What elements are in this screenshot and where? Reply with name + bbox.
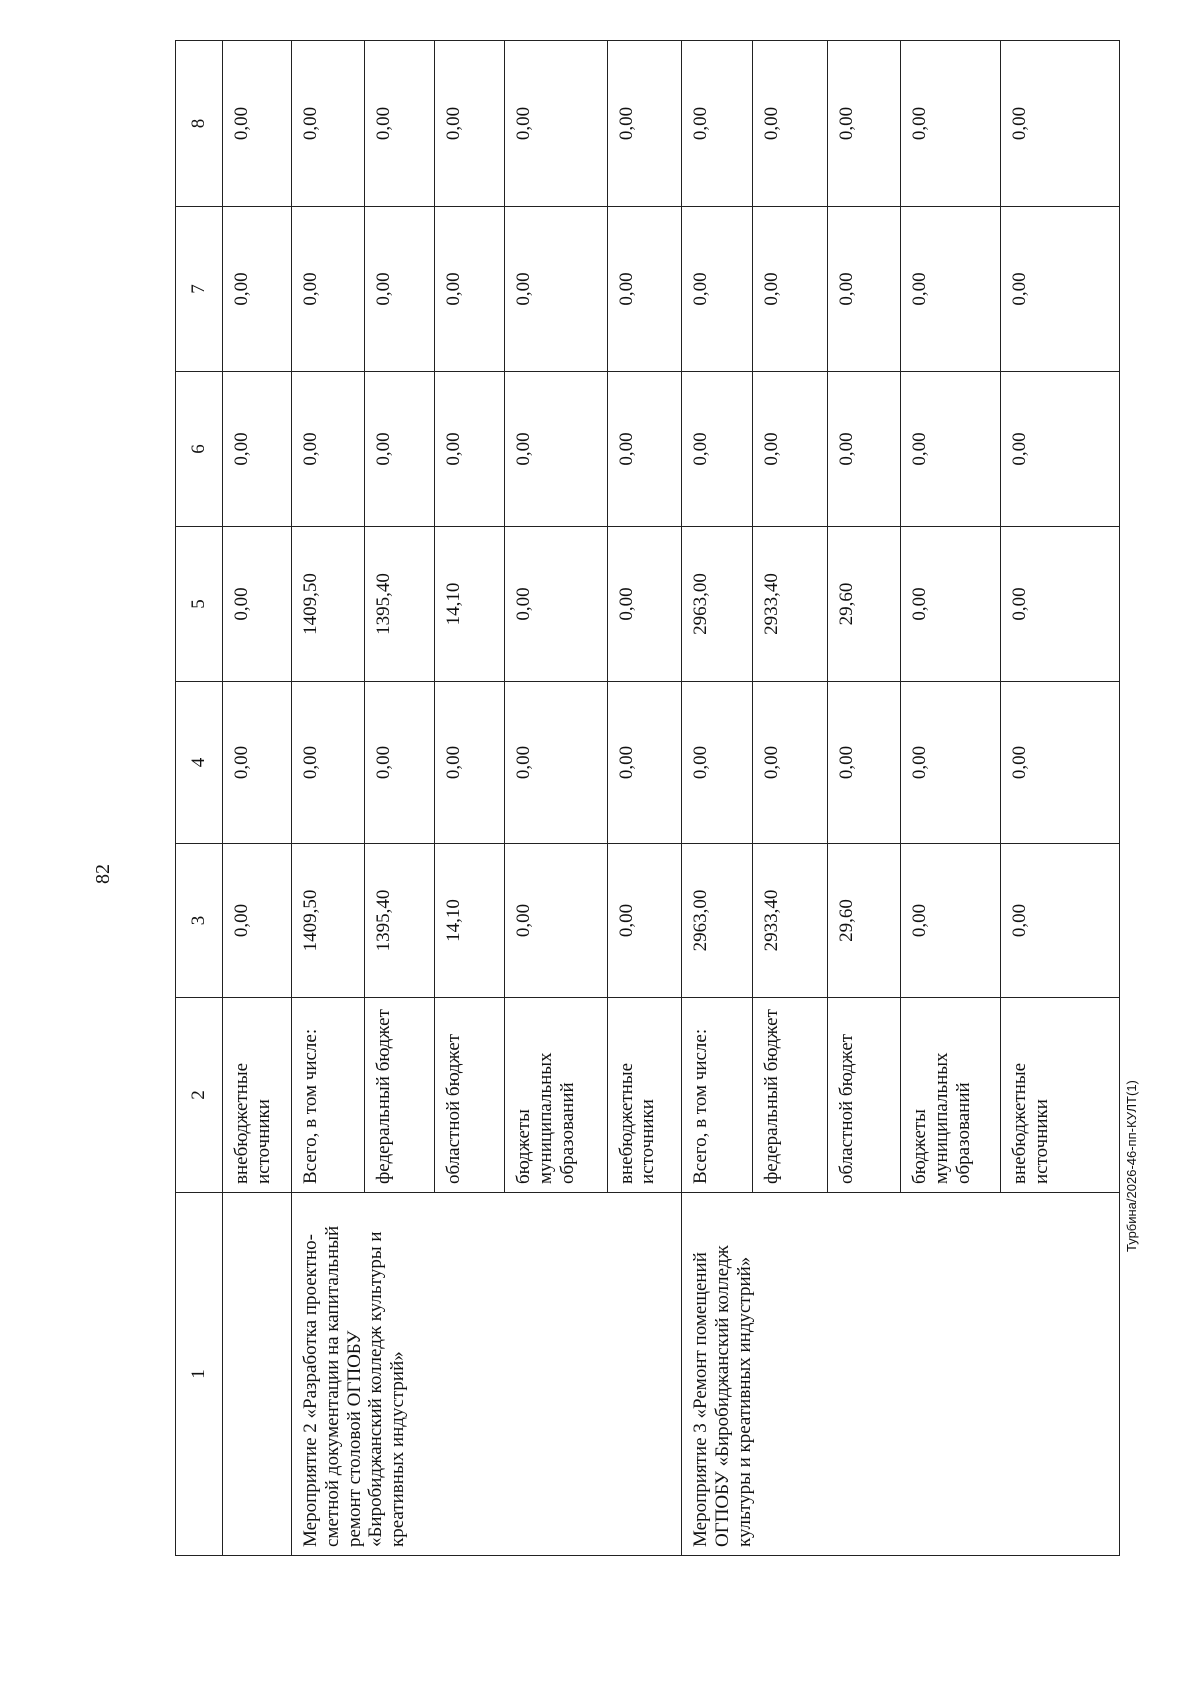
source-cell: внебюджетные источники [223, 998, 292, 1193]
value-cell: 0,00 [607, 682, 681, 844]
column-header: 8 [176, 41, 223, 207]
column-header: 4 [176, 682, 223, 844]
event-cell: Мероприятие 3 «Ремонт помещений ОГПОБУ «Биробиджанский колледж культуры и креативных индустрий» [682, 1193, 1120, 1556]
value-cell: 29,60 [827, 527, 900, 682]
table-row [682, 41, 753, 1556]
value-cell: 0,00 [753, 682, 827, 844]
value-cell: 0,00 [223, 41, 292, 207]
value-cell: 0,00 [223, 682, 292, 844]
source-cell: Всего, в том числе: [682, 998, 753, 1193]
value-cell: 2933,40 [753, 844, 827, 998]
value-cell: 0,00 [505, 41, 607, 207]
value-cell: 2933,40 [753, 527, 827, 682]
value-cell: 0,00 [435, 372, 505, 527]
value-cell: 0,00 [435, 207, 505, 372]
value-cell: 0,00 [291, 682, 364, 844]
value-cell: 1409,50 [291, 527, 364, 682]
value-cell: 0,00 [607, 372, 681, 527]
value-cell: 0,00 [607, 207, 681, 372]
value-cell: 0,00 [682, 372, 753, 527]
value-cell: 0,00 [1001, 207, 1120, 372]
value-cell: 0,00 [1001, 372, 1120, 527]
value-cell: 0,00 [435, 41, 505, 207]
column-header: 1 [176, 1193, 223, 1556]
budget-table [175, 40, 1120, 1556]
value-cell: 0,00 [223, 844, 292, 998]
value-cell: 0,00 [505, 527, 607, 682]
value-cell: 0,00 [900, 527, 1000, 682]
value-cell: 0,00 [682, 682, 753, 844]
value-cell: 0,00 [505, 372, 607, 527]
event-cell [223, 1193, 292, 1556]
header-row [176, 41, 223, 1556]
value-cell: 0,00 [827, 207, 900, 372]
value-cell: 14,10 [435, 527, 505, 682]
page-number: 82 [92, 864, 114, 884]
value-cell: 0,00 [900, 207, 1000, 372]
value-cell: 0,00 [223, 207, 292, 372]
value-cell: 0,00 [365, 682, 435, 844]
value-cell: 14,10 [435, 844, 505, 998]
value-cell: 0,00 [607, 527, 681, 682]
value-cell: 0,00 [223, 372, 292, 527]
source-cell: внебюджетные источники [607, 998, 681, 1193]
source-cell: внебюджетные источники [1001, 998, 1120, 1193]
footer-document-code: Турбина/2026-46-пп-КУЛТ(1) [1124, 1080, 1139, 1252]
value-cell: 0,00 [505, 682, 607, 844]
column-header: 7 [176, 207, 223, 372]
value-cell: 1395,40 [365, 844, 435, 998]
source-cell: федеральный бюджет [365, 998, 435, 1193]
value-cell: 0,00 [505, 844, 607, 998]
value-cell: 0,00 [900, 41, 1000, 207]
source-cell: федеральный бюджет [753, 998, 827, 1193]
value-cell: 29,60 [827, 844, 900, 998]
source-cell: бюджеты муниципальных образований [900, 998, 1000, 1193]
value-cell: 0,00 [607, 844, 681, 998]
value-cell: 1409,50 [291, 844, 364, 998]
column-header: 3 [176, 844, 223, 998]
value-cell: 0,00 [682, 207, 753, 372]
value-cell: 0,00 [682, 41, 753, 207]
source-cell: бюджеты муниципальных образований [505, 998, 607, 1193]
column-header: 2 [176, 998, 223, 1193]
value-cell: 0,00 [753, 207, 827, 372]
value-cell: 1395,40 [365, 527, 435, 682]
value-cell: 2963,00 [682, 527, 753, 682]
value-cell: 0,00 [753, 372, 827, 527]
event-cell: Мероприятие 2 «Разработка проектно-сметной документации на капитальный ремонт столовой ОГПОБУ «Биробиджанский колледж культуры и креативных индустрий» [291, 1193, 681, 1556]
source-cell: областной бюджет [827, 998, 900, 1193]
value-cell: 0,00 [1001, 41, 1120, 207]
value-cell: 0,00 [505, 207, 607, 372]
column-header: 6 [176, 372, 223, 527]
value-cell: 0,00 [827, 682, 900, 844]
value-cell: 0,00 [223, 527, 292, 682]
source-cell: Всего, в том числе: [291, 998, 364, 1193]
table-row [223, 41, 292, 1556]
value-cell: 0,00 [291, 41, 364, 207]
value-cell: 0,00 [291, 372, 364, 527]
value-cell: 0,00 [900, 682, 1000, 844]
value-cell: 0,00 [291, 207, 364, 372]
value-cell: 2963,00 [682, 844, 753, 998]
value-cell: 0,00 [1001, 527, 1120, 682]
value-cell: 0,00 [607, 41, 681, 207]
value-cell: 0,00 [1001, 844, 1120, 998]
rotated-table-container [175, 106, 1120, 1556]
column-header: 5 [176, 527, 223, 682]
value-cell: 0,00 [1001, 682, 1120, 844]
value-cell: 0,00 [827, 41, 900, 207]
value-cell: 0,00 [365, 41, 435, 207]
value-cell: 0,00 [900, 844, 1000, 998]
value-cell: 0,00 [365, 207, 435, 372]
value-cell: 0,00 [827, 372, 900, 527]
value-cell: 0,00 [365, 372, 435, 527]
value-cell: 0,00 [753, 41, 827, 207]
source-cell: областной бюджет [435, 998, 505, 1193]
value-cell: 0,00 [900, 372, 1000, 527]
value-cell: 0,00 [435, 682, 505, 844]
table-row [291, 41, 364, 1556]
